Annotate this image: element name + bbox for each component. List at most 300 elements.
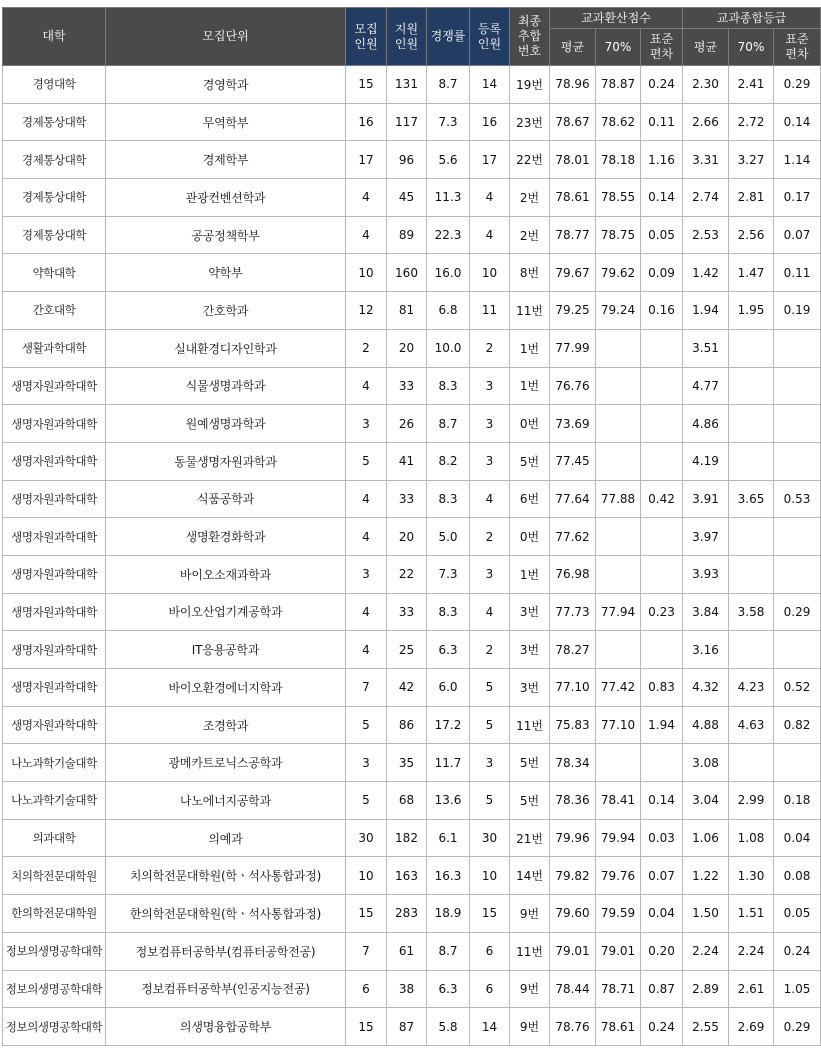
cell-grade-70 [596, 442, 641, 480]
cell-quota: 5 [346, 706, 387, 744]
cell-quota: 4 [346, 367, 387, 405]
cell-ratio: 8.7 [427, 66, 470, 104]
cell-rank-sd: 0.08 [774, 857, 821, 895]
cell-applicants: 25 [387, 631, 427, 669]
cell-rank-avg: 3.51 [683, 329, 729, 367]
cell-grade-70 [596, 631, 641, 669]
cell-applicants: 35 [387, 744, 427, 782]
admission-results-table [2, 7, 821, 1046]
cell-rank-70: 1.08 [729, 819, 774, 857]
cell-final: 23번 [510, 103, 550, 141]
cell-unit: 바이오소재과학과 [106, 555, 346, 593]
cell-rank-sd: 0.04 [774, 819, 821, 857]
cell-final: 5번 [510, 744, 550, 782]
cell-quota: 4 [346, 631, 387, 669]
cell-applicants: 160 [387, 254, 427, 292]
cell-unit: 정보컴퓨터공학부(컴퓨터공학전공) [106, 932, 346, 970]
cell-final: 22번 [510, 141, 550, 179]
cell-quota: 30 [346, 819, 387, 857]
cell-rank-sd: 0.29 [774, 593, 821, 631]
cell-rank-sd: 1.14 [774, 141, 821, 179]
cell-quota: 4 [346, 179, 387, 217]
cell-grade-sd: 0.07 [641, 857, 683, 895]
cell-quota: 17 [346, 141, 387, 179]
cell-ratio: 7.3 [427, 103, 470, 141]
cell-quota: 2 [346, 329, 387, 367]
cell-rank-avg: 3.84 [683, 593, 729, 631]
header-applicants-line1: 지원 [394, 21, 419, 36]
cell-grade-avg: 79.82 [550, 857, 596, 895]
cell-ratio: 8.3 [427, 593, 470, 631]
cell-quota: 4 [346, 216, 387, 254]
cell-grade-sd: 0.04 [641, 895, 683, 933]
cell-rank-sd [774, 442, 821, 480]
cell-grade-70: 77.88 [596, 480, 641, 518]
cell-enrolled: 5 [470, 782, 510, 820]
cell-final: 14번 [510, 857, 550, 895]
cell-final: 0번 [510, 518, 550, 556]
cell-final: 9번 [510, 970, 550, 1008]
cell-grade-sd [641, 631, 683, 669]
cell-unit: 경영학과 [106, 66, 346, 104]
cell-grade-sd: 0.05 [641, 216, 683, 254]
header-rank-70: 70% [729, 29, 774, 66]
cell-grade-70: 79.59 [596, 895, 641, 933]
cell-grade-70: 78.18 [596, 141, 641, 179]
cell-quota: 15 [346, 895, 387, 933]
cell-enrolled: 4 [470, 480, 510, 518]
cell-grade-70: 79.01 [596, 932, 641, 970]
cell-grade-avg: 78.36 [550, 782, 596, 820]
cell-grade-sd: 0.16 [641, 292, 683, 330]
header-applicants-line2: 인원 [394, 36, 419, 51]
table-row [3, 518, 821, 556]
cell-univ: 나노과학기술대학 [3, 744, 106, 782]
cell-univ: 생명자원과학대학 [3, 518, 106, 556]
cell-grade-sd [641, 555, 683, 593]
cell-applicants: 38 [387, 970, 427, 1008]
cell-applicants: 163 [387, 857, 427, 895]
cell-ratio: 11.3 [427, 179, 470, 217]
table-row [3, 179, 821, 217]
cell-univ: 생명자원과학대학 [3, 593, 106, 631]
cell-grade-avg: 77.62 [550, 518, 596, 556]
cell-rank-70: 2.81 [729, 179, 774, 217]
cell-rank-avg: 2.24 [683, 932, 729, 970]
cell-applicants: 81 [387, 292, 427, 330]
cell-enrolled: 3 [470, 367, 510, 405]
cell-rank-sd: 0.17 [774, 179, 821, 217]
cell-rank-avg: 1.50 [683, 895, 729, 933]
table-row [3, 895, 821, 933]
cell-rank-avg: 2.55 [683, 1008, 729, 1046]
cell-enrolled: 15 [470, 895, 510, 933]
cell-quota: 6 [346, 970, 387, 1008]
cell-unit: 치의학전문대학원(학ㆍ석사통합과정) [106, 857, 346, 895]
cell-final: 2번 [510, 216, 550, 254]
cell-grade-70 [596, 329, 641, 367]
cell-grade-avg: 77.45 [550, 442, 596, 480]
cell-unit: 무역학부 [106, 103, 346, 141]
cell-enrolled: 4 [470, 216, 510, 254]
cell-ratio: 10.0 [427, 329, 470, 367]
cell-applicants: 182 [387, 819, 427, 857]
cell-rank-sd [774, 518, 821, 556]
header-rank-sd-line1: 표준 [785, 32, 809, 46]
cell-univ: 생명자원과학대학 [3, 367, 106, 405]
cell-rank-sd: 0.07 [774, 216, 821, 254]
cell-rank-70: 2.41 [729, 66, 774, 104]
header-grade-sd-line2: 편차 [649, 47, 674, 61]
cell-grade-avg: 78.76 [550, 1008, 596, 1046]
cell-quota: 5 [346, 442, 387, 480]
cell-quota: 7 [346, 669, 387, 707]
cell-enrolled: 5 [470, 706, 510, 744]
cell-rank-avg: 1.94 [683, 292, 729, 330]
cell-rank-avg: 4.32 [683, 669, 729, 707]
cell-rank-sd: 0.82 [774, 706, 821, 744]
cell-univ: 정보의생명공학대학 [3, 932, 106, 970]
cell-final: 1번 [510, 555, 550, 593]
cell-univ: 생명자원과학대학 [3, 442, 106, 480]
cell-quota: 16 [346, 103, 387, 141]
cell-grade-70: 79.62 [596, 254, 641, 292]
header-final-line1: 최종 [517, 14, 542, 28]
cell-enrolled: 3 [470, 744, 510, 782]
cell-grade-70: 77.42 [596, 669, 641, 707]
cell-univ: 생명자원과학대학 [3, 706, 106, 744]
cell-grade-avg: 78.01 [550, 141, 596, 179]
cell-rank-avg: 3.08 [683, 744, 729, 782]
cell-rank-70: 3.58 [729, 593, 774, 631]
cell-grade-sd: 0.11 [641, 103, 683, 141]
header-univ: 대학 [3, 8, 106, 66]
header-grade-sd-line1: 표준 [649, 32, 674, 46]
cell-grade-70: 79.24 [596, 292, 641, 330]
cell-rank-sd [774, 405, 821, 443]
cell-quota: 10 [346, 254, 387, 292]
cell-ratio: 17.2 [427, 706, 470, 744]
header-rank-avg: 평균 [683, 29, 729, 66]
cell-rank-70: 2.69 [729, 1008, 774, 1046]
cell-ratio: 6.0 [427, 669, 470, 707]
cell-univ: 정보의생명공학대학 [3, 970, 106, 1008]
cell-unit: 경제학부 [106, 141, 346, 179]
cell-applicants: 42 [387, 669, 427, 707]
cell-final: 3번 [510, 593, 550, 631]
cell-grade-70 [596, 367, 641, 405]
cell-quota: 3 [346, 405, 387, 443]
cell-quota: 3 [346, 744, 387, 782]
cell-grade-70: 79.94 [596, 819, 641, 857]
cell-enrolled: 11 [470, 292, 510, 330]
cell-grade-sd [641, 442, 683, 480]
cell-ratio: 5.0 [427, 518, 470, 556]
cell-applicants: 26 [387, 405, 427, 443]
cell-unit: 관광컨벤션학과 [106, 179, 346, 217]
cell-grade-sd [641, 329, 683, 367]
header-applicants [387, 8, 427, 66]
cell-rank-70: 2.24 [729, 932, 774, 970]
cell-quota: 15 [346, 1008, 387, 1046]
cell-unit: 공공정책학부 [106, 216, 346, 254]
header-rank-group: 교과종합등급 [683, 8, 821, 29]
cell-enrolled: 3 [470, 555, 510, 593]
header-final-line3: 번호 [517, 44, 542, 58]
cell-grade-sd: 0.14 [641, 782, 683, 820]
cell-grade-avg: 79.25 [550, 292, 596, 330]
cell-rank-70: 4.23 [729, 669, 774, 707]
table-row [3, 669, 821, 707]
cell-rank-sd [774, 367, 821, 405]
cell-grade-sd: 0.87 [641, 970, 683, 1008]
cell-final: 8번 [510, 254, 550, 292]
cell-rank-70: 2.61 [729, 970, 774, 1008]
cell-grade-70: 78.55 [596, 179, 641, 217]
table-row [3, 329, 821, 367]
table-row [3, 1008, 821, 1046]
cell-univ: 경영대학 [3, 66, 106, 104]
cell-grade-70: 77.10 [596, 706, 641, 744]
cell-univ: 한의학전문대학원 [3, 895, 106, 933]
cell-grade-70 [596, 744, 641, 782]
header-grade-sd [641, 29, 683, 66]
cell-rank-sd [774, 744, 821, 782]
cell-rank-avg: 1.06 [683, 819, 729, 857]
cell-unit: 조경학과 [106, 706, 346, 744]
header-grade-avg: 평균 [550, 29, 596, 66]
cell-univ: 치의학전문대학원 [3, 857, 106, 895]
cell-rank-70 [729, 405, 774, 443]
cell-grade-sd [641, 405, 683, 443]
cell-unit: 정보컴퓨터공학부(인공지능전공) [106, 970, 346, 1008]
cell-rank-70 [729, 631, 774, 669]
cell-rank-sd: 0.14 [774, 103, 821, 141]
cell-univ: 생명자원과학대학 [3, 405, 106, 443]
cell-ratio: 22.3 [427, 216, 470, 254]
cell-rank-70 [729, 744, 774, 782]
table-row [3, 593, 821, 631]
cell-ratio: 8.7 [427, 405, 470, 443]
cell-grade-sd: 0.03 [641, 819, 683, 857]
header-enrolled-line2: 인원 [477, 36, 502, 51]
cell-final: 3번 [510, 631, 550, 669]
cell-grade-sd: 0.24 [641, 1008, 683, 1046]
table-header [3, 8, 821, 66]
cell-grade-sd: 0.09 [641, 254, 683, 292]
cell-grade-sd [641, 744, 683, 782]
cell-unit: 간호학과 [106, 292, 346, 330]
cell-enrolled: 10 [470, 254, 510, 292]
cell-rank-70: 2.72 [729, 103, 774, 141]
cell-rank-avg: 1.42 [683, 254, 729, 292]
cell-final: 1번 [510, 367, 550, 405]
cell-applicants: 96 [387, 141, 427, 179]
cell-applicants: 33 [387, 593, 427, 631]
cell-rank-70: 3.65 [729, 480, 774, 518]
cell-unit: 한의학전문대학원(학ㆍ석사통합과정) [106, 895, 346, 933]
cell-quota: 4 [346, 480, 387, 518]
cell-rank-avg: 3.04 [683, 782, 729, 820]
cell-rank-sd [774, 329, 821, 367]
cell-enrolled: 6 [470, 970, 510, 1008]
cell-final: 11번 [510, 292, 550, 330]
cell-grade-sd: 0.42 [641, 480, 683, 518]
cell-ratio: 6.8 [427, 292, 470, 330]
table-row [3, 367, 821, 405]
cell-grade-avg: 78.67 [550, 103, 596, 141]
table-row [3, 706, 821, 744]
cell-univ: 약학대학 [3, 254, 106, 292]
cell-ratio: 6.1 [427, 819, 470, 857]
cell-enrolled: 2 [470, 518, 510, 556]
cell-rank-sd: 0.53 [774, 480, 821, 518]
cell-rank-70 [729, 329, 774, 367]
cell-applicants: 131 [387, 66, 427, 104]
cell-rank-70 [729, 367, 774, 405]
cell-unit: 생명환경화학과 [106, 518, 346, 556]
cell-quota: 3 [346, 555, 387, 593]
cell-ratio: 5.6 [427, 141, 470, 179]
cell-ratio: 18.9 [427, 895, 470, 933]
cell-rank-sd: 0.29 [774, 1008, 821, 1046]
cell-grade-avg: 76.98 [550, 555, 596, 593]
cell-unit: 바이오환경에너지학과 [106, 669, 346, 707]
cell-rank-sd: 0.19 [774, 292, 821, 330]
table-row [3, 480, 821, 518]
cell-univ: 생명자원과학대학 [3, 555, 106, 593]
cell-quota: 4 [346, 518, 387, 556]
table-row [3, 555, 821, 593]
cell-grade-avg: 79.96 [550, 819, 596, 857]
cell-rank-avg: 3.97 [683, 518, 729, 556]
cell-applicants: 117 [387, 103, 427, 141]
cell-final: 9번 [510, 1008, 550, 1046]
cell-rank-70 [729, 518, 774, 556]
cell-applicants: 22 [387, 555, 427, 593]
cell-applicants: 87 [387, 1008, 427, 1046]
cell-grade-avg: 78.61 [550, 179, 596, 217]
table-row [3, 857, 821, 895]
cell-grade-avg: 76.76 [550, 367, 596, 405]
cell-final: 11번 [510, 706, 550, 744]
cell-grade-70: 78.62 [596, 103, 641, 141]
cell-rank-sd: 1.05 [774, 970, 821, 1008]
cell-unit: 의예과 [106, 819, 346, 857]
cell-grade-70 [596, 405, 641, 443]
cell-rank-70: 4.63 [729, 706, 774, 744]
cell-rank-avg: 4.86 [683, 405, 729, 443]
cell-rank-sd: 0.18 [774, 782, 821, 820]
cell-univ: 나노과학기술대학 [3, 782, 106, 820]
cell-ratio: 8.3 [427, 367, 470, 405]
cell-grade-avg: 77.99 [550, 329, 596, 367]
cell-rank-sd: 0.05 [774, 895, 821, 933]
cell-rank-70: 2.56 [729, 216, 774, 254]
cell-grade-70: 77.94 [596, 593, 641, 631]
cell-unit: 의생명융합공학부 [106, 1008, 346, 1046]
cell-univ: 생명자원과학대학 [3, 669, 106, 707]
cell-grade-avg: 78.44 [550, 970, 596, 1008]
cell-unit: 실내환경디자인학과 [106, 329, 346, 367]
cell-grade-70: 78.41 [596, 782, 641, 820]
cell-rank-70 [729, 442, 774, 480]
cell-quota: 4 [346, 593, 387, 631]
cell-grade-avg: 77.73 [550, 593, 596, 631]
cell-enrolled: 2 [470, 329, 510, 367]
cell-grade-avg: 78.27 [550, 631, 596, 669]
cell-grade-70: 78.61 [596, 1008, 641, 1046]
cell-ratio: 16.0 [427, 254, 470, 292]
cell-enrolled: 4 [470, 179, 510, 217]
cell-univ: 경제통상대학 [3, 103, 106, 141]
cell-univ: 의과대학 [3, 819, 106, 857]
cell-enrolled: 2 [470, 631, 510, 669]
table-row [3, 405, 821, 443]
cell-rank-70: 1.30 [729, 857, 774, 895]
cell-grade-sd: 1.16 [641, 141, 683, 179]
table-row [3, 631, 821, 669]
cell-univ: 경제통상대학 [3, 216, 106, 254]
cell-applicants: 41 [387, 442, 427, 480]
cell-grade-70 [596, 518, 641, 556]
cell-applicants: 45 [387, 179, 427, 217]
cell-ratio: 7.3 [427, 555, 470, 593]
cell-rank-70 [729, 555, 774, 593]
cell-grade-70: 78.71 [596, 970, 641, 1008]
cell-unit: IT응용공학과 [106, 631, 346, 669]
cell-rank-70: 1.47 [729, 254, 774, 292]
table-row [3, 970, 821, 1008]
header-final [510, 8, 550, 66]
cell-quota: 7 [346, 932, 387, 970]
cell-final: 19번 [510, 66, 550, 104]
cell-unit: 원예생명과학과 [106, 405, 346, 443]
cell-applicants: 33 [387, 367, 427, 405]
cell-applicants: 20 [387, 329, 427, 367]
cell-applicants: 283 [387, 895, 427, 933]
cell-grade-70 [596, 555, 641, 593]
cell-univ: 정보의생명공학대학 [3, 1008, 106, 1046]
cell-quota: 5 [346, 782, 387, 820]
cell-final: 1번 [510, 329, 550, 367]
cell-rank-avg: 3.91 [683, 480, 729, 518]
cell-grade-70: 78.87 [596, 66, 641, 104]
cell-applicants: 20 [387, 518, 427, 556]
header-quota [346, 8, 387, 66]
cell-ratio: 16.3 [427, 857, 470, 895]
cell-final: 6번 [510, 480, 550, 518]
header-quota-line1: 모집 [354, 21, 378, 36]
cell-rank-avg: 3.93 [683, 555, 729, 593]
cell-rank-sd: 0.11 [774, 254, 821, 292]
cell-grade-avg: 78.96 [550, 66, 596, 104]
cell-ratio: 8.3 [427, 480, 470, 518]
cell-final: 2번 [510, 179, 550, 217]
cell-enrolled: 30 [470, 819, 510, 857]
cell-grade-70: 79.76 [596, 857, 641, 895]
table-row [3, 782, 821, 820]
cell-unit: 약학부 [106, 254, 346, 292]
cell-rank-sd: 0.24 [774, 932, 821, 970]
cell-rank-avg: 3.16 [683, 631, 729, 669]
cell-final: 5번 [510, 442, 550, 480]
cell-rank-sd: 0.52 [774, 669, 821, 707]
table-row [3, 216, 821, 254]
cell-grade-sd: 0.24 [641, 66, 683, 104]
cell-rank-avg: 1.22 [683, 857, 729, 895]
cell-applicants: 89 [387, 216, 427, 254]
